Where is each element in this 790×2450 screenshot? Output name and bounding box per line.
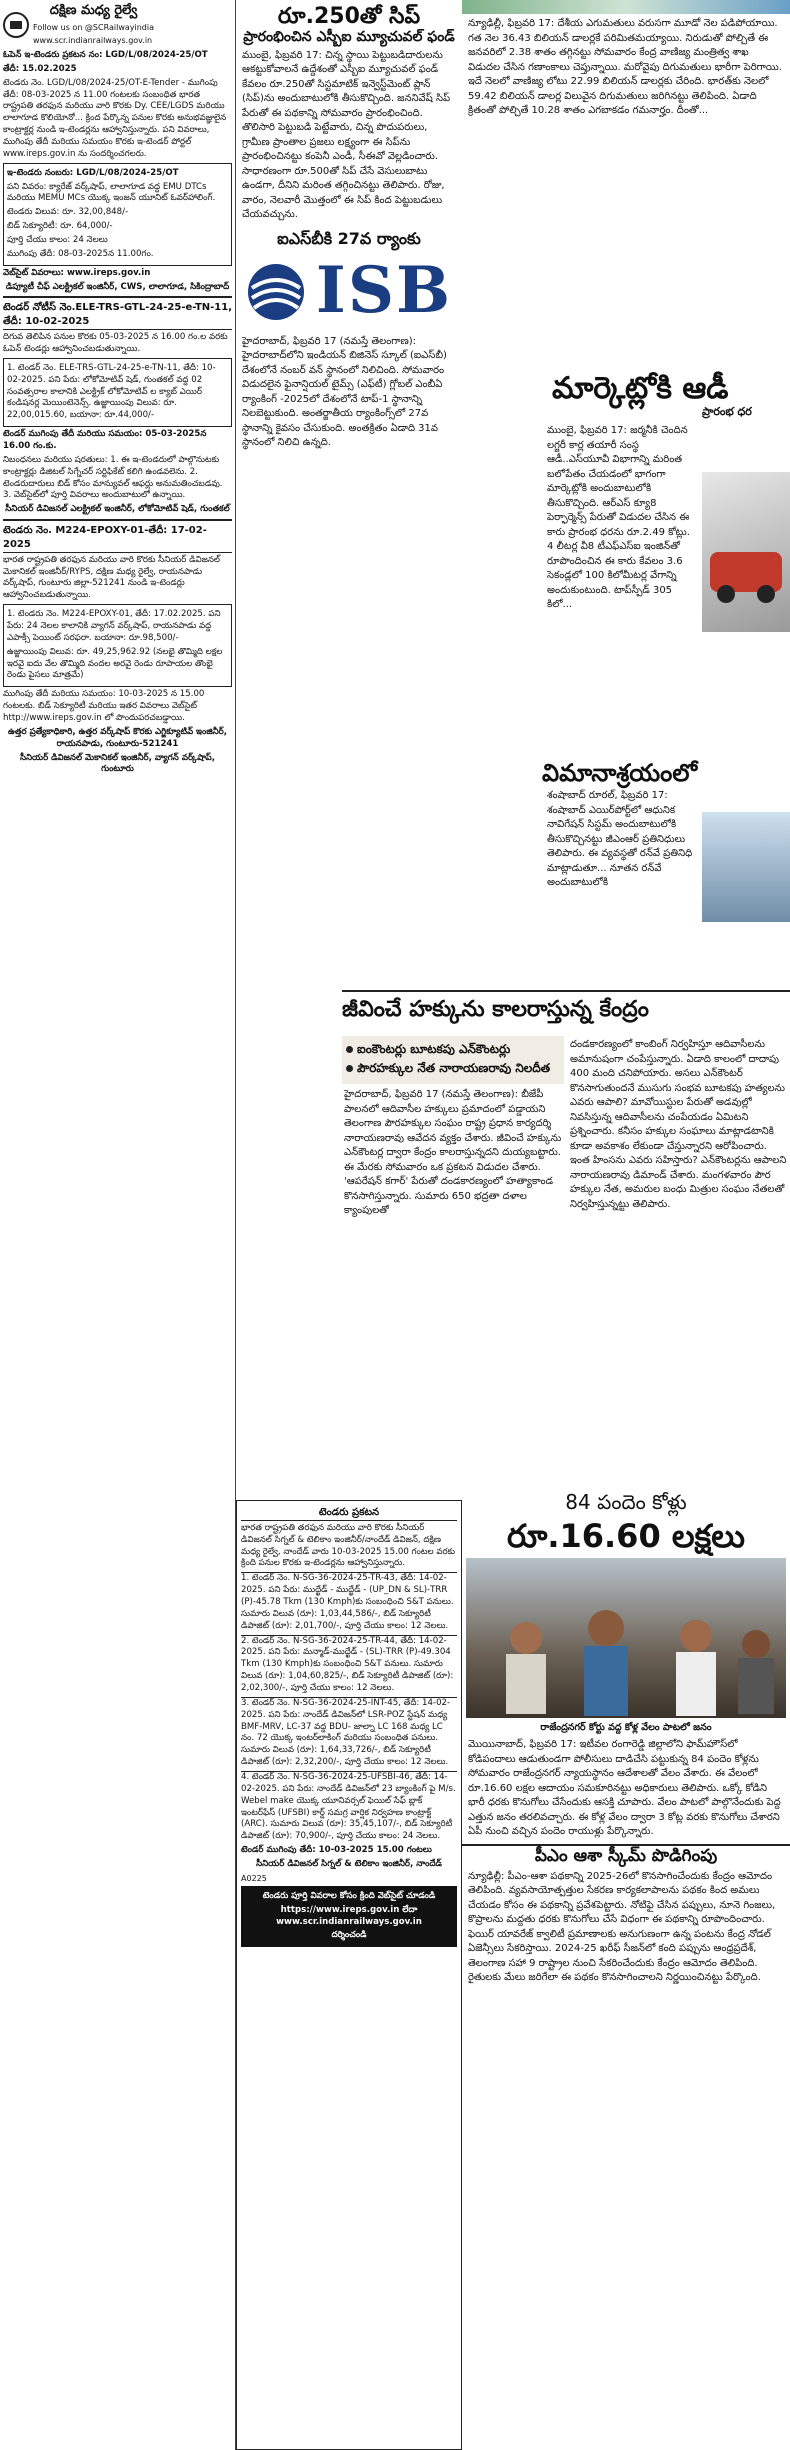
signature-3b: సీనియర్ డివిజనల్ మెకానికల్ ఇంజినీర్, వ్యాగన్ వర్క్‌షాప్, గుంటూరు xyxy=(19,752,216,775)
top-photo xyxy=(462,0,790,14)
tender4-title: టెండరు నెం. M224-EPOXY-01-తేదీ: 17-02-2025 xyxy=(3,524,232,553)
nanded-tender-box xyxy=(236,1500,462,2450)
tender-footer-3: దర్శించండి xyxy=(331,1930,367,1941)
airport-article xyxy=(462,760,790,894)
divider xyxy=(3,519,232,521)
tender3-close: టెండర్ ముగింపు తేదీ మరియు సమయం: 05-03-2025న 16.00 గం.కు. xyxy=(3,429,207,451)
isb-headline: ఐఎస్‌బీకి 27వ ర్యాంకు xyxy=(277,228,421,248)
pmasha-headline: పీఎం ఆశా స్కీమ్ పొడిగింపు xyxy=(534,1845,718,1866)
tender4-body: భారత రాష్ట్రపతి తరఫున మరియు వారి కొరకు సీనియర్ డివిజనల్ మెకానికల్ ఇంజినీర్/RYPS, దక్షిణ మధ్య రైల్వే, రాయనపాడు వర్క్‌షాప్, గుంటూరు జిల్లా-521241 నుండి ఇ-టెండర్లు ఆహ్వానించబడుతున్నాయి. xyxy=(3,554,220,601)
tender1-notice: ఓపెన్ ఇ-టెండరు ప్రకటన నం: LGD/L/08/2024-25/OT xyxy=(3,50,208,60)
sip-article xyxy=(242,4,456,223)
crowd-icon xyxy=(466,1558,786,1718)
tender4-value: ఉజ్జాయింపు విలువ: రూ. 49,25,962.92 (నలభై తొమ్మిది లక్షల ఇరవై ఐదు వేల తొమ్మిది వందల అరవై రెండు రూపాయల తొంభై రెండు పైసలు మాత్రమే) xyxy=(7,646,223,681)
bullet-2-text: పౌరహక్కుల నేత నారాయణరావు నిలదీత xyxy=(357,1061,551,1075)
cocks-photo xyxy=(466,1558,786,1718)
car-article xyxy=(462,372,790,616)
tender-item-3: 3. టెండర్ నెం. N-SG-36-2024-25-INT-45, తేదీ: 14-02-2025. పని పేరు: నాందేడ్ డివిజన్‌లో LSR-POZ స్టేషన్ మధ్య BMF-MRV, LC-37 వద్ద BDU- జాల్నా LC 168 మధ్య LC నం. 72 యొక్క ఇంటర్‌లాకింగ్ మరియు సంబంధిత పనులు. సుమారు విలువ (రూ): 1,64,33,726/-, బిడ్ సెక్యూరిటీ డిపాజిట్ (రూ): 2,32,200/-, పూర్తి చేయు కాలం: 12 నెలలు. xyxy=(241,1697,457,1769)
tender-item-2: 2. టెండర్ నెం. N-SG-36-2024-25-TR-44, తేదీ: 14-02-2025. పని పేరు: మన్మాడ్-ముద్ఖేడ్ - (SL)-TRR (P)-49.304 Tkm (130 Kmph)కు సంబంధించి S&T పనులు. సుమారు విలువ (రూ): 1,04,60,825/-, బిడ్ సెక్యూరిటీ డిపాజిట్ (రూ): 2,02,300/-, పూర్తి చేయు కాలం: 12 నెలలు. xyxy=(241,1635,457,1695)
car-subheadline: ప్రారంభ ధర xyxy=(702,405,752,418)
bullet-1 xyxy=(346,1042,560,1059)
tender3-item: 1. టెండర్ నెం. ELE-TRS-GTL-24-25-e-TN-11, తేదీ: 10-02-2025. పని పేరు: లోకోమోటివ్ షెడ్, గుంతకల్ వద్ద 02 సంవత్సరాల కాలానికి ఎలక్ట్రిక్ లోకోమోటివ్ ల క్యాబ్ ఎయిర్ కండిషనర్ల మెయింటెనెన్స్. ఉజ్జాయింపు విలువ: రూ. 22,00,015.60, బయానా: రూ.44,000/- xyxy=(7,362,216,421)
signature-3: ఉత్తర ప్రత్యేకాధికారి, ఉత్తర వర్క్‌షాప్ కొరకు ఎగ్జిక్యూటివ్ ఇంజినీర్, రాయనపాడు, గుంటూరు-521241 xyxy=(7,726,228,749)
isb-article xyxy=(242,229,456,451)
cocks-headline-2: రూ.16.60 లక్షలు xyxy=(506,1517,746,1555)
tender2-box xyxy=(3,163,232,266)
railway-name: దక్షిణ మధ్య రైల్వే xyxy=(49,3,138,18)
tender2-emd: బిడ్ సెక్యూరిటీ: రూ. 64,000/- xyxy=(7,221,113,232)
rights-body-2: దండకారణ్యంలో కాంబింగ్ నిర్వహిస్తూ ఆదివాసీలను అమానుషంగా చంపేస్తున్నారు. ఏడాది కాలంలో దాదాపు 400 మంది చనిపోయారు. అసలు ఎన్‌కౌంటర్ కొనసాగుతుందనే ముసుగు సంభవ బూటకపు హత్యలను ఎవరు ఆపాలి? మావోయిస్టుల పేరుతో అడవుల్లో నివసిస్తున్న ఆదివాసీలను చంపేయడం ఏమిటని ప్రశ్నించారు. కనీసం హక్కుల సంఘాలు మాట్లాడటానికి కూడా అవకాశం లేకుండా చేస్తున్నారని ఆరోపించారు. ఇంత హింసను ఎవరు సహిస్తారు? ఎన్‌కౌంటర్లను ఆపాలని నారాయణరావు డిమాండ్ చేశారు. మంగళవారం పౌర హక్కుల నేత, అమరుల బంధు మిత్రుల సంఘం నేతలతో నిర్వహిస్తున్నట్టు తెలిపారు. xyxy=(570,1039,787,1210)
rights-headline: జీవించే హక్కును కాలరాస్తున్న కేంద్రం xyxy=(342,997,649,1022)
isb-body: హైదరాబాద్, ఫిబ్రవరి 17 (నమస్తే తెలంగాణ): హైదరాబాద్‌లోని ఇండియన్ బిజినెస్ స్కూల్ (ఐఎస్‌బీ) దేశంలోనే నంబర్ వన్ స్థానంలో నిలిచింది. సోమవారం విడుదలైన ఫైనాన్షియల్ టైమ్స్ (ఎఫ్‌టీ) గ్లోబల్ ఎంబీఏ ర్యాంకింగ్ -2025లో దేశంలోనే టాప్-1 స్థానాన్ని నిలబెట్టుకుంది. అంతర్జాతీయ ర్యాంకింగ్స్‌లో 27వ స్థానాన్ని కైవసం చేసుకుంది. అంతక్రితం ఏడాది 31వ స్థానంలో నిలిచి ఉన్నది. xyxy=(242,335,447,449)
signature-1: డిప్యూటీ చీఫ్ ఎలక్ట్రికల్ ఇంజినీర్, CWS, లాలాగూడ, సికింద్రాబాద్ xyxy=(5,281,230,292)
tender3-title: టెండర్ నోటీస్ నెం.ELE-TRS-GTL-24-25-e-TN-11, తేదీ: 10-02-2025 xyxy=(3,301,232,330)
rights-right-col xyxy=(568,1036,790,1214)
tender-code: A0225 xyxy=(241,1873,267,1883)
tender-footer-2: https://www.ireps.gov.in లేదా www.scr.indianrailways.gov.in xyxy=(276,1904,422,1927)
cocks-body: మొయినాబాద్, ఫిబ్రవరి 17: ఇటీవల రంగారెడ్డి జిల్లాలోని ఫామ్‌హౌస్‌లో కోడిపందాలు ఆడుతుండగా పోలీసులు దాడిచేసి పట్టుకున్న 84 పందెం కోళ్లను సోమవారం రాజేంద్రనగర్ న్యాయస్థానం ఆదేశాలతో వేలం వేశారు. ఈ వేలంలో రూ.16.60 లక్షల ఆదాయం సమకూరినట్టు అధికారులు తెలిపారు. ఒక్కో కోడిని భారీ ధరకు కొనుగోలు చేసేందుకు ఆసక్తి చూపారు. వేలం పాటలో పాల్గొనేందుకు పెద్ద ఎత్తున జనం తరలివచ్చారు. ఈ కోళ్ల వేలం ద్వారా 3 కోట్ల వరకు కొనుగోలు చేశారని ఏపీ నుంచి వచ్చిన పందెం రాయుళ్లు పేర్కొన్నారు. xyxy=(468,1739,781,1838)
tender-title: టెండరు ప్రకటన xyxy=(241,1506,457,1521)
tender1-body: టెండరు నెం. LGD/L/08/2024-25/OT-E-Tender - ముగింపు తేదీ: 08-03-2025 న 11.00 గంటలకు సంబంధిత భారత రాష్ట్రపతి తరఫున మరియు వారి కొరకు Dy. CEE/LGDS మరియు లాలాగూడ కొలియోనో... క్రింద పేర్కొన్న పనుల కొరకు అనుభవజ్ఞులైన కాంట్రాక్టర్ల నుండి ఇ-టెండర్లను ఆహ్వానిస్తున్నారు. పని వివరాలు, ముగింపు తేదీ మరియు సమయం కొరకు ఇ-టెండర్ పోర్టల్ www.ireps.gov.in ను సందర్శించగలరు. xyxy=(3,77,227,159)
rights-article xyxy=(342,990,790,1492)
tender3-body: దిగువ తెలిపిన పనుల కొరకు 05-03-2025 న 16.00 గం.ల వరకు ఓపెన్ టెండర్లు ఆహ్వానించబడుతున్నాయి. xyxy=(3,332,228,354)
exports-body: న్యూఢిల్లీ, ఫిబ్రవరి 17: దేశీయ ఎగుమతులు వరుసగా మూడో నెల పడిపోయాయి. గత నెల 36.43 బిలియన్ డాలర్లకే పరిమితమయ్యాయి. నిరుడుతో పోల్చితే ఈ జనవరిలో 2.38 శాతం తగ్గినట్టు సోమవారం కేంద్ర వాణిజ్య మంత్రిత్వ శాఖ విడుదల చేసిన గణాంకాలు చెప్తున్నాయి. మరోవైపు దిగుమతులు భారీగా పెరిగాయి. ఇదే నెలలో వాణిజ్య లోటు 22.99 బిలియన్ డాలర్లకు చేరింది. భారత్‌కు నెలలో 59.42 బిలియన్ డాలర్ల విలువైన దిగుమతులు జరిగినట్టు తెలిపింది. ఏడాది క్రితంతో పోల్చితే 10.28 శాతం ఎగబాకడం గమనార్హం. దీంతో... xyxy=(468,18,782,116)
website-label: వెబ్‌సైట్ వివరాలు: www.ireps.gov.in xyxy=(3,267,151,278)
pmasha-article xyxy=(462,1844,790,1986)
left-tender-column xyxy=(0,0,236,2450)
tender-signature: సీనియర్ డివిజనల్ సిగ్నల్ & టెలికాం ఇంజినీర్, నాందేడ్ xyxy=(256,1859,442,1869)
tender2-close: ముగింపు తేదీ: 08-03-2025న 11.00గం. xyxy=(7,248,154,259)
tender-close: టెండర్ ముగింపు తేదీ: 10-03-2025 15.00 గంటలు xyxy=(241,1845,432,1856)
cocks-article xyxy=(462,1490,790,1989)
sip-headline: రూ.250తో సిప్ xyxy=(277,4,421,29)
tender4-box xyxy=(3,604,232,687)
tender-item-4: 4. టెండర్ నెం. N-SG-36-2024-25-UFSBI-46, తేదీ: 14-02-2025. పని పేరు: నాందేడ్ డివిజన్‌లో 23 బ్యాంకింగ్ పై M/s. Webel make యొక్క యూనివర్సల్ ఫెయిల్ సేఫ్ బ్లాక్ ఇంటర్‌ఫేస్ (UFSBI) కార్డ్ సమగ్ర వార్షిక నిర్వహణ కాంట్రాక్ట్ (ARC). సుమారు విలువ (రూ): 35,45,107/-, బిడ్ సెక్యూరిటీ డిపాజిట్ (రూ): 70,900/-, పూర్తి చేయు కాలం: 24 నెలలు. xyxy=(241,1771,456,1842)
isb-emblem-icon xyxy=(246,262,306,322)
tender4-close: ముగింపు తేదీ మరియు సమయం: 10-03-2025 న 15.00 గంటలకు. బిడ్ సెక్యూరిటీ మరియు ఇతర వివరాలు వెబ్‌సైట్ http://www.ireps.gov.in లో పొందుపరచబడ్డాయి. xyxy=(3,689,205,723)
car-photo xyxy=(702,472,790,632)
car-headline: మార్కెట్లోకి ఆడీ xyxy=(552,371,729,406)
tender-item-1: 1. టెండర్ నెం. N-SG-36-2024-25-TR-43, తేదీ: 14-02-2025. పని పేరు: ముద్ఖేడ్ - ముద్ఖేడ్ - (UP_DN & SL)-TRR (P)-45.78 Tkm (130 Kmph)కు సంబంధించి S&T పనులు. సుమారు విలువ (రూ): 1,03,44,586/-, బిడ్ సెక్యూరిటీ డిపాజిట్ (రూ): 2,01,700/-, పూర్తి చేయు కాలం: 12 నెలలు. xyxy=(241,1572,457,1632)
isb-logo-text: ISB xyxy=(315,253,453,329)
follow-label: Follow us on @SCRailwayindia xyxy=(33,22,154,32)
rights-body-1: హైదరాబాద్, ఫిబ్రవరి 17 (నమస్తే తెలంగాణ): బీజేపీ పాలనలో ఆదివాసీల హక్కులు ప్రమాదంలో పడ్డాయని తెలంగాణ పౌరహక్కుల సంఘం రాష్ట్ర ప్రధాన కార్యదర్శి నారాయణరావు ఆవేదన వ్యక్తం చేశారు. జీవించే హక్కును ఎన్‌కౌంటర్ల ద్వారా కేంద్రం కాలరాస్తున్నదని దుయ్యబట్టారు. ఈ మేరకు సోమవారం ఒక ప్రకటన విడుదల చేశారు. 'ఆపరేషన్ కగార్' పేరుతో దండకారణ్యంలో హత్యాకాండ కొనసాగిస్తున్నారు. సుమారు 650 భద్రతా దళాల క్యాంపులతో xyxy=(344,1089,562,1216)
signature-2: సీనియర్ డివిజనల్ ఎలక్ట్రికల్ ఇంజినీర్, లోకోమోటివ్ షెడ్, గుంతకల్ xyxy=(5,504,230,515)
site-url: www.scr.indianrailways.gov.in xyxy=(33,35,153,45)
tender-intro: భారత రాష్ట్రపతి తరఫున మరియు వారి కొరకు సీనియర్ డివిజనల్ సిగ్నల్ & టెలికాం ఇంజినీర్/నాందేడ్ డివిజన్, దక్షిణ మధ్య రైల్వే, నాందేడ్ వారు 10-03-2025 15.00 గంటల వరకు క్రింది పనుల కొరకు ఇ-టెండర్లను ఆహ్వానిస్తున్నారు. xyxy=(241,1522,456,1569)
tender2-work: పని వివరం: క్యారేజ్ వర్క్‌షాప్, లాలాగూడ వద్ద EMU DTCs మరియు MEMU MCs యొక్క ఇంజన్ యూనిట్ ఓవర్‌హాలింగ్. xyxy=(7,181,216,204)
rights-left-col xyxy=(342,1036,564,1223)
airport-body: శంషాబాద్ రూరల్, ఫిబ్రవరి 17: శంషాబాద్ ఎయిర్‌పోర్ట్‌లో ఆధునిక నావిగేషన్ సిస్టమ్ అందుబాటులోకి తీసుకొచ్చినట్టు జీఎంఆర్ ప్రతినిధులు తెలిపారు. ఈ వ్యవస్థతో రన్‌వే ప్రతినిధి మాట్లాడుతూ... నూతన రన్‌వే అందుబాటులోకి xyxy=(547,790,693,889)
car-body: ముంబై, ఫిబ్రవరి 17: జర్మనీకి చెందిన లగ్జరీ కార్ల తయారీ సంస్థ ఆడీ..ఎస్‌యూవీ విభాగాన్ని మరింత బలోపేతం చేయడంలో భాగంగా మార్కెట్లోకి అందుబాటులోకి తీసుకొచ్చింది. ఆర్‌ఎస్ క్యూ8 పెర్ఫార్మెన్స్ పేరుతో విడుదల చేసిన ఈ కారు ప్రారంభ ధరను రూ.2.49 కోట్లు. 4 లీటర్ల వీ8 టీఎఫ్ఎస్ఐ ఇంజిన్‌తో రూపొందించిన ఈ కారు కేవలం 3.6 సెకండ్లలో 100 కిలోమీటర్ల వేగాన్ని అందుకుంటుంది. టాప్‌స్పీడ్ 305 కిలో... xyxy=(547,425,690,610)
bullet-2 xyxy=(346,1061,560,1078)
tender-footer xyxy=(241,1886,457,1947)
airport-photo xyxy=(702,812,790,922)
railway-header xyxy=(3,2,232,48)
tender1-date: తేదీ: 15.02.2025 xyxy=(3,63,77,74)
airport-headline: విమానాశ్రయంలో xyxy=(542,759,698,787)
bullet-icon xyxy=(346,1046,353,1053)
tender3-rules: నిబంధనలు మరియు షరతులు: 1. ఈ ఇ-టెండరులో పాల్గొనుటకు కాంట్రాక్టర్లు డిజిటల్ సిగ్నేచర్ సర్టిఫికేట్ కలిగి ఉండవలెను. 2. టెండరుదారులు బిడ్ కోసం మాన్యువల్ ఆఫర్లు అనుమతించబడవు. 3. వెబ్‌సైట్‌లో పూర్తి వివరాలు అందుబాటులో ఉన్నాయి. xyxy=(3,454,223,501)
isb-logo xyxy=(242,253,456,331)
sip-body: ముంబై, ఫిబ్రవరి 17: చిన్న స్థాయి పెట్టుబడిదారులను ఆకట్టుకోవాలనే ఉద్దేశంతో ఎస్బీఐ మ్యూచువల్ ఫండ్ కేవలం రూ.250తో సిస్టమాటిక్ ఇన్వెస్ట్‌మెంట్ ప్లాన్ (సిప్)ను అందుబాటులోకి తీసుకొచ్చింది. జననివేష్ సిప్ పేరుతో ఈ పథకాన్ని సోమవారం ప్రారంభించింది. తొలిసారి పెట్టుబడి పెట్టేవారు, చిన్న పొదుపరులు, గ్రామీణ ప్రాంతాల ప్రజలు లక్ష్యంగా ఈ సిప్‌ను ప్రారంభించినట్టు కంపెనీ ఎండీ, సీఈవో వెల్లడించారు. సాధారణంగా రూ.500తో సిప్ చేసే వెసులుబాటు ఉండగా, దీనిని మరింత తగ్గించినట్టు తెలిపారు. రోజు, వారం, నెలవారీ మొత్తంలో ఈ సిప్ కింద పెట్టుబడులు చేయవచ్చును. xyxy=(242,49,451,221)
sip-subheadline: ప్రారంభించిన ఎస్బీఐ మ్యూచువల్ ఫండ్ xyxy=(243,29,455,46)
bullet-icon xyxy=(346,1065,353,1072)
rights-bullets xyxy=(342,1036,564,1084)
divider xyxy=(3,296,232,298)
cocks-headline-1: 84 పందెం కోళ్లు xyxy=(565,1490,687,1514)
tender2-period: పూర్తి చేయు కాలం: 24 నెలలు xyxy=(7,235,108,246)
cocks-caption: రాజేంద్రనగర్ కోర్టు వద్ద కోళ్ల వేలం పాటలో జనం xyxy=(540,1722,712,1734)
tender2-no: ఇ-టెండరు నంబరు: LGD/L/08/2024-25/OT xyxy=(7,167,179,178)
tender-footer-1: టెండరు పూర్తి వివరాల కోసం క్రింది వెబ్‌సైట్ చూడండి xyxy=(262,1890,436,1901)
tender2-value: టెండరు విలువ: రూ. 32,00,848/- xyxy=(7,207,129,218)
bullet-1-text: ఐంకౌంటర్లు బూటకపు ఎన్‌కౌంటర్లు xyxy=(357,1042,511,1056)
middle-news-column xyxy=(236,0,462,990)
tender4-item: 1. టెండరు నెం. M224-EPOXY-01, తేదీ: 17.02.2025. పని పేరు: 24 నెలల కాలానికి వ్యాగన్ వర్క్‌షాప్, రాయనపాడు వద్ద ఎపాక్సీ పెయింట్ సరఫరా. బయానా: రూ.98,500/- xyxy=(7,609,221,643)
railway-logo-icon xyxy=(3,12,29,38)
pmasha-body: న్యూఢిల్లీ: పీఎం-ఆశా పథకాన్ని 2025-26లో కొనసాగించేందుకు కేంద్రం ఆమోదం తెలిపింది. వ్యవసాయోత్పత్తుల సేకరణ కార్యకలాపాలను పథకం కింద అమలు చేయడం కోసం ఈ పథకాన్ని ప్రవేశపెట్టారు. నోటిఫై చేసిన పప్పులు, నూనె గింజలు, కొప్రాలను మద్దతు ధరకు కొనుగోలు చేసే విధంగా ఈ పథకాన్ని రూపొందించారు. ఫెయిర్ యావరేజ్ క్వాలిటీ ప్రమాణాలకు అనుగుణంగా ఉన్న పంటను కేంద్ర నోడల్ ఏజెన్సీలు సేకరిస్తాయి. 2024-25 ఖరీఫ్ సీజన్‌లో కంది పప్పును ఆంధ్రప్రదేశ్, తెలంగాణ సహా 9 రాష్ట్రాల నుంచి సేకరించేందుకు కేంద్రం ఆమోదం తెలిపింది. రైతులకు మేలు జరిగేలా ఈ పథకం కొనసాగించాలని నిర్ణయించినట్టు పేర్కొంది. xyxy=(468,1870,776,1984)
car-icon xyxy=(702,472,790,632)
tender3-box xyxy=(3,358,232,427)
